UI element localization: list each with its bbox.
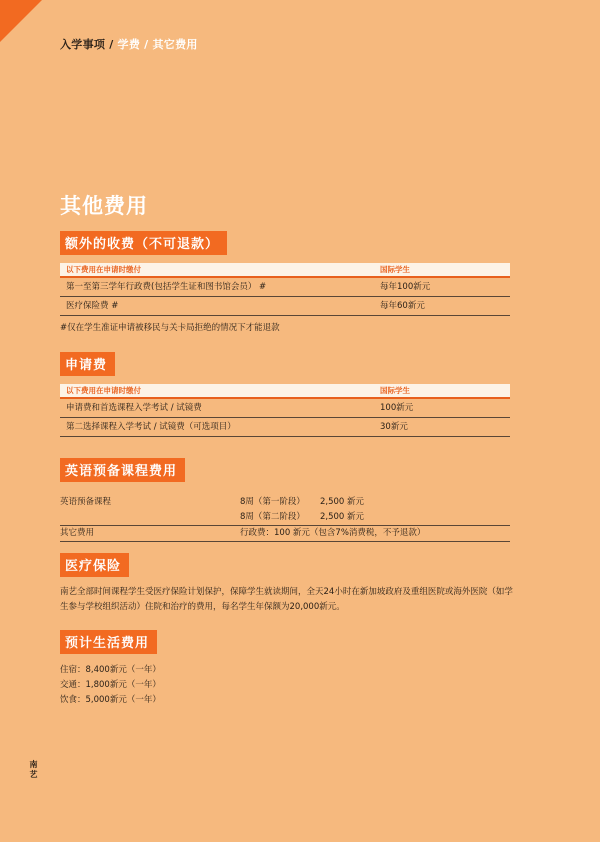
application-fees-heading: 申请费 — [60, 352, 115, 376]
medical-text: 南艺全部时间课程学生受医疗保险计划保护，保障学生就读期间，全天24小时在新加坡政府及重组医院或海外医院（如学生参与学校组织活动）住院和治疗的费用，每名学生年保额为20,000新元。 — [60, 587, 513, 612]
other-fees-value: 行政费：100 新元（包含7%消费税，不予退款） — [240, 528, 426, 538]
table-row — [60, 525, 510, 542]
fee-item: 申请费和首选课程入学考试 / 试镜费 — [66, 403, 202, 413]
table-row — [60, 510, 510, 525]
course-label: 英语预备课程 — [60, 497, 112, 507]
english-course-heading: 英语预备课程费用 — [60, 458, 185, 482]
english-course-section — [60, 458, 510, 542]
fee-amount: 100新元 — [380, 403, 414, 413]
extra-fees-table — [60, 263, 510, 316]
table-row — [60, 495, 510, 510]
corner-triangle — [0, 0, 42, 42]
fee-item: 医疗保险费 # — [66, 301, 119, 311]
table-row — [60, 399, 510, 418]
course-fee: 2,500 新元 — [320, 512, 365, 522]
page-title: 其他费用 — [60, 194, 148, 218]
english-course-table — [60, 495, 510, 542]
fee-item: 第二选择课程入学考试 / 试镜费（可选项目） — [66, 422, 236, 432]
list-item: 饮食：5,000新元（一年） — [60, 695, 161, 705]
list-item: 交通：1,800新元（一年） — [60, 680, 161, 690]
extra-fees-heading: 额外的收费（不可退款） — [60, 231, 227, 255]
living-costs-list — [60, 663, 510, 708]
application-fees-section — [60, 352, 510, 437]
other-fees-label: 其它费用 — [60, 528, 95, 538]
breadcrumb-tuition[interactable]: 学费 — [117, 38, 141, 51]
application-fees-table — [60, 384, 510, 437]
column-header: 国际学生 — [380, 265, 410, 274]
column-header: 以下费用在申请时缴付 — [66, 386, 141, 395]
fee-amount: 每年100新元 — [380, 282, 431, 292]
breadcrumb-enrollment[interactable]: 入学事项 — [60, 38, 106, 51]
table-header — [60, 263, 510, 278]
table-row — [60, 418, 510, 437]
refund-note: #仅在学生准证申请被移民与关卡局拒绝的情况下才能退款 — [60, 323, 280, 333]
table-row — [60, 297, 510, 316]
table-row — [60, 278, 510, 297]
living-costs-section — [60, 630, 510, 708]
medical-heading: 医疗保险 — [60, 553, 129, 577]
column-header: 以下费用在申请时缴付 — [66, 265, 141, 274]
fee-amount: 每年60新元 — [380, 301, 425, 311]
course-term: 8周（第一阶段） — [240, 497, 305, 507]
breadcrumb-separator: / — [144, 38, 149, 51]
side-label: 南艺 — [29, 760, 38, 780]
fee-amount: 30新元 — [380, 422, 408, 432]
medical-section — [60, 553, 513, 615]
breadcrumb-other-fees: 其它费用 — [152, 38, 198, 51]
course-fee: 2,500 新元 — [320, 497, 365, 507]
living-costs-heading: 预计生活费用 — [60, 630, 157, 654]
column-header: 国际学生 — [380, 386, 410, 395]
course-term: 8周（第二阶段） — [240, 512, 305, 522]
breadcrumb — [60, 36, 198, 52]
breadcrumb-separator: / — [109, 38, 114, 51]
list-item: 住宿：8,400新元（一年） — [60, 665, 161, 675]
table-header — [60, 384, 510, 399]
course-label-blank — [60, 510, 240, 525]
extra-fees-section — [60, 231, 510, 333]
fee-item: 第一至第三学年行政费(包括学生证和图书馆会员） # — [66, 282, 267, 292]
